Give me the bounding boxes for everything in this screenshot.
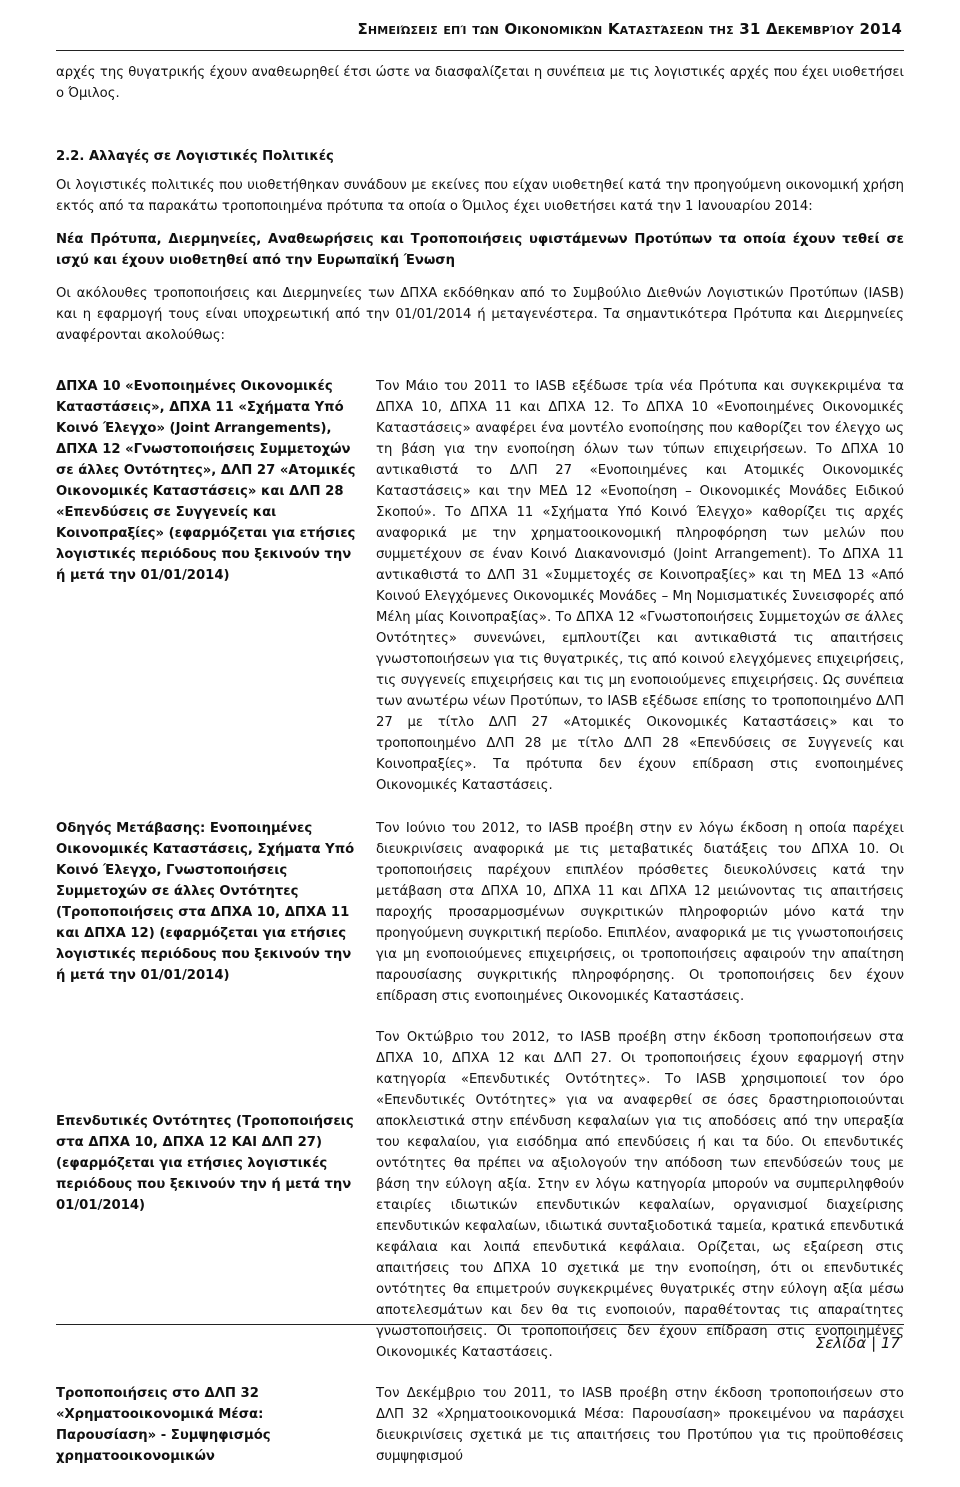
standard-description: Τον Ιούνιο του 2012, το IASB προέβη στην εν λόγω έκδοση η οποία παρέχει διευκρινίσεις αναφορικά με τις μεταβατικές διατάξεις του ΔΠΧΑ 10. Οι τροποποιήσεις παρέχουν επιπλέον πρόσθετες διευκολύνσεις κατά την μετάβαση στα ΔΠΧΑ 10, ΔΠΧΑ 11 και ΔΠΧΑ 12 μειώνοντας τις απαιτήσεις παροχής προσαρμοσμένων συγκριτικών πληροφοριών μόνο κατά την προηγούμενη συγκριτική περίοδο. Επιπλέον, αναφορικά με τις γνωστοποιήσεις για μη ενοποιούμενες επιχειρήσεις, οι τροποποιήσεις αφαιρούν την απαίτηση παρουσίασης συγκριτικής πληροφόρησης. Οι τροποποιήσεις δεν έχουν επίδραση στις ενοποιημένες Οικονομικές Καταστάσεις.	[376, 821, 904, 1004]
standard-row	[56, 818, 904, 1007]
section-body: Οι λογιστικές πολιτικές που υιοθετήθηκαν συνάδουν με εκείνες που είχαν υιοθετηθεί κατά την προηγούμενη οικονομική χρήση εκτός από τα παρακάτω τροποποιημένα πρότυπα τα οποία ο Όμιλος έχει υιοθετήσει κατά την 1 Ιανουαρίου 2014:	[56, 178, 904, 214]
standard-row	[56, 376, 904, 796]
standard-description: Τον Οκτώβριο του 2012, το IASB προέβη στην έκδοση τροποποιήσεων στα ΔΠΧΑ 10, ΔΠΧΑ 12 και ΔΛΠ 27. Οι τροποποιήσεις έχουν εφαρμογή στην κατηγορία «Επενδυτικές Οντότητες». Το IASB χρησιμοποιεί τον όρο «Επενδυτικές Οντότητες» για να αναφερθεί σε όσες δραστηριοποιούνται αποκλειστικά στην επένδυση κεφαλαίων για τις αποδόσεις από την υπεραξία του κεφαλαίου, για εισόδημα από επενδύσεις ή και τα δύο. Οι επενδυτικές οντότητες θα πρέπει να αξιολογούν την απόδοση των επενδύσεών τους με βάση την εύλογη αξία. Στην εν λόγω κατηγορία μπορούν να συμπεριληφθούν εταιρίες ιδιωτικών επενδυτικών κεφαλαίων, οργανισμοί διαχείρισης επενδυτικών κεφαλαίων, ιδιωτικά συνταξιοδοτικά ταμεία, κρατικά επενδυτικά κεφάλαια και λοιπά επενδυτικά κεφάλαια. Ορίζεται, ως εξαίρεση στις απαιτήσεις του ΔΠΧΑ 10 σχετικά με την ενοποίηση, ότι οι επενδυτικές οντότητες θα επιμετρούν συγκεκριμένες θυγατρικές στην εύλογη αξία μέσω αποτελεσμάτων και δεν θα τις ενοποιούν, παραθέτοντας τις απαραίτητες γνωστοποιήσεις. Οι τροποποιήσεις δεν έχουν επίδραση στις ενοποιημένες Οικονομικές Καταστάσεις.	[376, 1030, 904, 1360]
section-heading: 2.2. Αλλαγές σε Λογιστικές Πολιτικές	[56, 149, 334, 164]
standard-title: Επενδυτικές Οντότητες (Τροποποιήσεις στα ΔΠΧΑ 10, ΔΠΧΑ 12 ΚΑΙ ΔΛΠ 27) (εφαρμόζεται για ετήσιες λογιστικές περιόδους που ξεκινούν την ή μετά την 01/01/2014)	[56, 1114, 354, 1213]
standard-description: Τον Μάιο του 2011 το IASB εξέδωσε τρία νέα Πρότυπα και συγκεκριμένα τα ΔΠΧΑ 10, ΔΠΧΑ 11 και ΔΠΧΑ 12. Το ΔΠΧΑ 10 «Ενοποιημένες Οικονομικές Καταστάσεις» αναφέρει ένα μοντέλο ενοποίησης που καθορίζει τον έλεγχο ως τη βάση για την ενοποίηση όλων των τύπων επιχειρήσεων. Το ΔΠΧΑ 10 αντικαθιστά το ΔΛΠ 27 «Ενοποιημένες και Ατομικές Οικονομικές Καταστάσεις» και την ΜΕΔ 12 «Ενοποίηση – Οικονομικές Μονάδες Ειδικού Σκοπού». Το ΔΠΧΑ 11 «Σχήματα Υπό Κοινό Έλεγχο» καθορίζει τις αρχές αναφορικά με την χρηματοοικονομική πληροφόρηση των μελών που συμμετέχουν σε έναν Κοινό Διακανονισμό (Joint Arrangement). Το ΔΠΧΑ 11 αντικαθιστά το ΔΛΠ 31 «Συμμετοχές σε Κοινοπραξίες» και τη ΜΕΔ 13 «Από Κοινού Ελεγχόμενες Οικονομικές Μονάδες – Μη Νομισματικές Συνεισφορές από Μέλη μίας Κοινοπραξίας». Το ΔΠΧΑ 12 «Γνωστοποιήσεις Συμμετοχών σε άλλες Οντότητες» συνενώνει, εμπλουτίζει και αντικαθιστά τις απαιτήσεις γνωστοποιήσεων για τις θυγατρικές, τις από κοινού ελεγχόμενες επιχειρήσεις, τις συγγενείς επιχειρήσεις και τις μη ενοποιούμενες επιχειρήσεις. Ως συνέπεια των ανωτέρω νέων Προτύπων, το IASB εξέδωσε επίσης το τροποποιημένο ΔΛΠ 27 με τίτλο ΔΛΠ 27 «Ατομικές Οικονομικές Καταστάσεις» και το τροποποιημένο ΔΛΠ 28 με τίτλο ΔΛΠ 28 «Επενδύσεις σε Συγγενείς και Κοινοπραξίες». Τα πρότυπα δεν έχουν επίδραση στις ενοποιημένες Οικονομικές Καταστάσεις.	[376, 379, 904, 793]
document-body	[56, 62, 904, 1487]
footer-divider	[56, 1324, 904, 1325]
standard-title: ΔΠΧΑ 10 «Ενοποιημένες Οικονομικές Καταστάσεις», ΔΠΧΑ 11 «Σχήματα Υπό Κοινό Έλεγχο» (Joint Arrangements), ΔΠΧΑ 12 «Γνωστοποιήσεις Συμμετοχών σε άλλες Οντότητες», ΔΛΠ 27 «Ατομικές Οικονομικές Καταστάσεις» και ΔΛΠ 28 «Επενδύσεις σε Συγγενείς και Κοινοπραξίες» (εφαρμόζεται για ετήσιες λογιστικές περιόδους που ξεκινούν την ή μετά την 01/01/2014)	[56, 379, 356, 583]
intro-paragraph: αρχές της θυγατρικής έχουν αναθεωρηθεί έτσι ώστε να διασφαλίζεται η συνέπεια με τις λογιστικές αρχές που έχει υιοθετήσει ο Όμιλος.	[56, 65, 904, 101]
header-divider	[56, 50, 904, 51]
new-standards-heading: Νέα Πρότυπα, Διερμηνείες, Αναθεωρήσεις και Τροποποιήσεις υφιστάμενων Προτύπων τα οποία έχουν τεθεί σε ισχύ και έχουν υιοθετηθεί από την Ευρωπαϊκή Ένωση	[56, 232, 904, 268]
standard-title: Οδηγός Μετάβασης: Ενοποιημένες Οικονομικές Καταστάσεις, Σχήματα Υπό Κοινό Έλεγχο, Γνωστοποιήσεις Συμμετοχών σε άλλες Οντότητες (Τροποποιήσεις στα ΔΠΧΑ 10, ΔΠΧΑ 11 και ΔΠΧΑ 12) (εφαρμόζεται για ετήσιες λογιστικές περιόδους που ξεκινούν την ή μετά την 01/01/2014)	[56, 821, 355, 983]
page-number: Σελίδα | 17	[815, 1334, 900, 1352]
standard-title: Τροποποιήσεις στο ΔΛΠ 32 «Χρηματοοικονομικά Μέσα: Παρουσίαση» - Συμψηφισμός χρηματοοικονομικών	[56, 1386, 271, 1464]
standard-row	[56, 1027, 904, 1363]
standard-row	[56, 1383, 904, 1467]
standard-description: Τον Δεκέμβριο του 2011, το IASB προέβη στην έκδοση τροποποιήσεων στο ΔΛΠ 32 «Χρηματοοικονομικά Μέσα: Παρουσίαση» προκειμένου να παράσχει διευκρινίσεις σχετικά με τις απαιτήσεις του Προτύπου για τις προϋποθέσεις συμψηφισμού	[376, 1386, 904, 1464]
standards-intro-paragraph: Οι ακόλουθες τροποποιήσεις και Διερμηνείες των ΔΠΧΑ εκδόθηκαν από το Συμβούλιο Διεθνών Λογιστικών Προτύπων (IASB) και η εφαρμογή τους είναι υποχρεωτική από την 01/01/2014 ή μεταγενέστερα. Τα σημαντικότερα Πρότυπα και Διερμηνείες αναφέρονται ακολούθως:	[56, 286, 904, 343]
running-header: Σημειώσεις επί των Οικονομικών Καταστάσεων της 31 Δεκεμβρίου 2014	[357, 20, 902, 38]
